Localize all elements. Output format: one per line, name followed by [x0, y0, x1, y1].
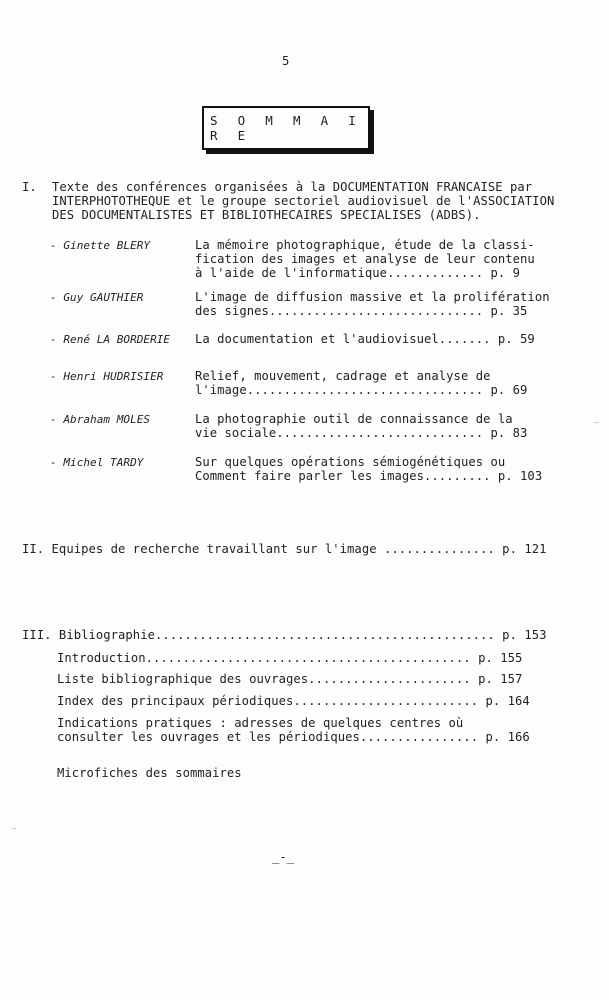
entry-title-line: à l'aide de l'informatique............. p. 9: [195, 266, 521, 280]
entry-author: - Abraham MOLES: [50, 413, 151, 426]
entry-author: - Michel TARDY: [50, 456, 144, 469]
entry-author: - Ginette BLERY: [50, 239, 151, 252]
bibliography-item: Index des principaux périodiques......................... p. 164: [57, 694, 530, 708]
entry-title-line: vie sociale............................ p. 83: [195, 426, 528, 440]
footer-mark: _-_: [272, 850, 295, 864]
page-number: 5: [282, 54, 290, 68]
scan-mark: [12, 828, 16, 829]
section-1-intro-line: Texte des conférences organisées à la DOCUMENTATION FRANCAISE par: [52, 180, 533, 194]
scan-mark: [594, 422, 599, 423]
entry-author: - Henri HUDRISIER: [50, 370, 164, 383]
entry-title-line: La documentation et l'audiovisuel....... p. 59: [195, 332, 535, 346]
entry-title-line: des signes............................. p. 35: [195, 304, 528, 318]
page-title: S O M M A I R E: [210, 113, 363, 143]
bibliography-item: Liste bibliographique des ouvrages...................... p. 157: [57, 672, 523, 686]
section-2-line: II. Equipes de recherche travaillant sur l'image ............... p. 121: [22, 542, 547, 556]
entry-title-line: Sur quelques opérations sémiogénétiques ou: [195, 455, 506, 469]
microfiches-note: Microfiches des sommaires: [57, 766, 242, 780]
entry-title-line: fication des images et analyse de leur contenu: [195, 252, 535, 266]
bibliography-item: Introduction............................................ p. 155: [57, 651, 523, 665]
entry-title-line: La mémoire photographique, étude de la classi-: [195, 238, 535, 252]
entry-title-line: L'image de diffusion massive et la prolifération: [195, 290, 550, 304]
entry-title-line: Comment faire parler les images......... p. 103: [195, 469, 543, 483]
entry-title-line: La photographie outil de connaissance de la: [195, 412, 513, 426]
section-1-intro-line: DES DOCUMENTALISTES ET BIBLIOTHECAIRES SPECIALISES (ADBS).: [52, 208, 481, 222]
entry-title-line: l'image................................ p. 69: [195, 383, 528, 397]
section-1-numeral: I.: [22, 180, 37, 194]
section-3-line: III. Bibliographie.............................................. p. 153: [22, 628, 547, 642]
bibliography-item: Indications pratiques : adresses de quelques centres où: [57, 716, 464, 730]
section-1-intro-line: INTERPHOTOTHEQUE et le groupe sectoriel audiovisuel de l'ASSOCIATION: [52, 194, 555, 208]
entry-author: - Guy GAUTHIER: [50, 291, 144, 304]
title-box: [202, 106, 370, 150]
bibliography-item: consulter les ouvrages et les périodiques................ p. 166: [57, 730, 530, 744]
entry-author: - René LA BORDERIE: [50, 333, 171, 346]
entry-title-line: Relief, mouvement, cadrage et analyse de: [195, 369, 491, 383]
